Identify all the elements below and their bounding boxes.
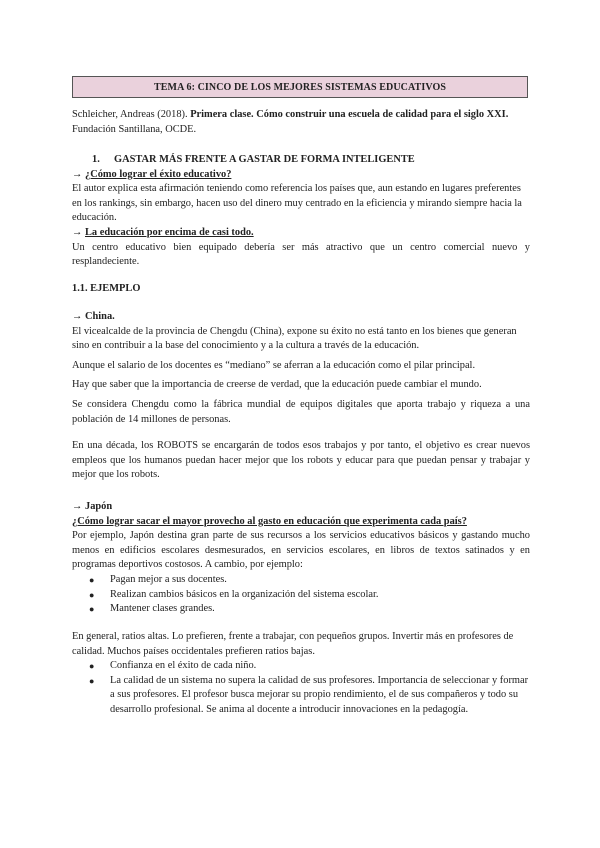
- china-label: China.: [85, 311, 115, 322]
- page-title: [72, 76, 528, 98]
- paragraph: Hay que saber que la importancia de creerse de verdad, que la educación puede cambiar el mundo.: [72, 379, 482, 391]
- arrow-icon: →: [72, 501, 85, 512]
- japan-block: [72, 500, 530, 617]
- section-number: 1.: [92, 154, 100, 165]
- general-block: [72, 630, 530, 718]
- citation: [72, 108, 530, 137]
- paragraph: Se considera Chengdu como la fábrica mundial de equipos digitales que aporta trabajo y riqueza a una población de 14 millones de personas.: [72, 398, 530, 425]
- paragraph: En una década, los ROBOTS se encargarán de todos esos trabajos y por tanto, el objetivo es crear nuevos empleos que los humanos puedan hacer mejor que los robots y educar para que puedan pensar y trabajar y mejor que los robots.: [72, 440, 530, 481]
- paragraph: Un centro educativo bien equipado debería ser más atractivo que un centro comercial nuevo y resplandeciente.: [72, 241, 530, 268]
- list-item: ● Realizan cambios básicos en la organización del sistema escolar.: [72, 588, 530, 603]
- bullet-icon: ●: [89, 589, 95, 600]
- list-item: ● Mantener clases grandes.: [72, 602, 530, 617]
- list-item: ● Confianza en el éxito de cada niño.: [72, 659, 530, 674]
- paragraph: El vicealcalde de la provincia de Chengdu (China), expone su éxito no está tanto en los bienes que generan sino en contribuir a la base del conocimiento y a la cultura a través de la educación.: [72, 325, 517, 352]
- question-heading: ¿Cómo lograr el éxito educativo?: [85, 168, 232, 180]
- page-title-text: TEMA 6: CINCO DE LOS MEJORES SISTEMAS EDUCATIVOS: [154, 81, 446, 93]
- section-1-1-heading: 1.1. EJEMPLO: [72, 283, 141, 294]
- arrow-icon: →: [72, 226, 85, 238]
- bullet-list: [72, 573, 530, 617]
- list-item: ● Pagan mejor a sus docentes.: [72, 573, 530, 588]
- citation-author: Schleicher, Andreas (2018).: [72, 109, 191, 120]
- bullet-list: [72, 659, 530, 717]
- list-item: ● La calidad de un sistema no supera la calidad de sus profesores. Importancia de seleccionar y formar a sus profesores. El profesor busca mejorar su propio rendimiento, el de sus compañeros y todo su desarrollo profesional. Se anima al docente a introducir innovaciones en la pedagogía.: [89, 674, 529, 715]
- arrow-icon: →: [72, 168, 85, 180]
- section-1: [72, 153, 530, 270]
- china-block: [72, 310, 530, 483]
- citation-title: Primera clase. Cómo construir una escuela de calidad para el siglo XXI.: [190, 109, 509, 120]
- subheading: La educación por encima de casi todo.: [85, 226, 254, 238]
- paragraph: Aunque el salario de los docentes es “mediano” se aferran a la educación como el pilar principal.: [72, 359, 476, 371]
- japan-label: Japón: [85, 501, 113, 512]
- paragraph: En general, ratios altas. Lo prefieren, frente a trabajar, con pequeños grupos. Invertir más en profesores de calidad. Muchos países occidentales prefieren ratios bajas.: [72, 631, 514, 657]
- citation-publisher: Fundación Santillana, OCDE.: [72, 123, 197, 135]
- paragraph: Por ejemplo, Japón destina gran parte de sus recursos a los servicios educativos básicos y gastando mucho menos en edificios escolares desmesurados, en servicios escolares, en libros de textos satinados y en programas deportivos costosos. A cambio, por ejemplo:: [72, 530, 530, 571]
- arrow-icon: →: [72, 311, 85, 322]
- bullet-icon: ●: [89, 661, 95, 672]
- bullet-icon: ●: [89, 604, 95, 615]
- paragraph: El autor explica esta afirmación teniendo como referencia los países que, aun estando en lugares preferentes en los rankings, sin embargo, hacen uso del dinero muy centrado en la eficiencia y mirando siempre hacia la educación.: [72, 183, 522, 224]
- bullet-icon: ●: [89, 574, 95, 585]
- bullet-icon: ●: [89, 675, 95, 686]
- question-heading: ¿Cómo lograr sacar el mayor provecho al gasto en educación que experimenta cada país?: [72, 515, 467, 527]
- section-heading: GASTAR MÁS FRENTE A GASTAR DE FORMA INTELIGENTE: [114, 154, 415, 165]
